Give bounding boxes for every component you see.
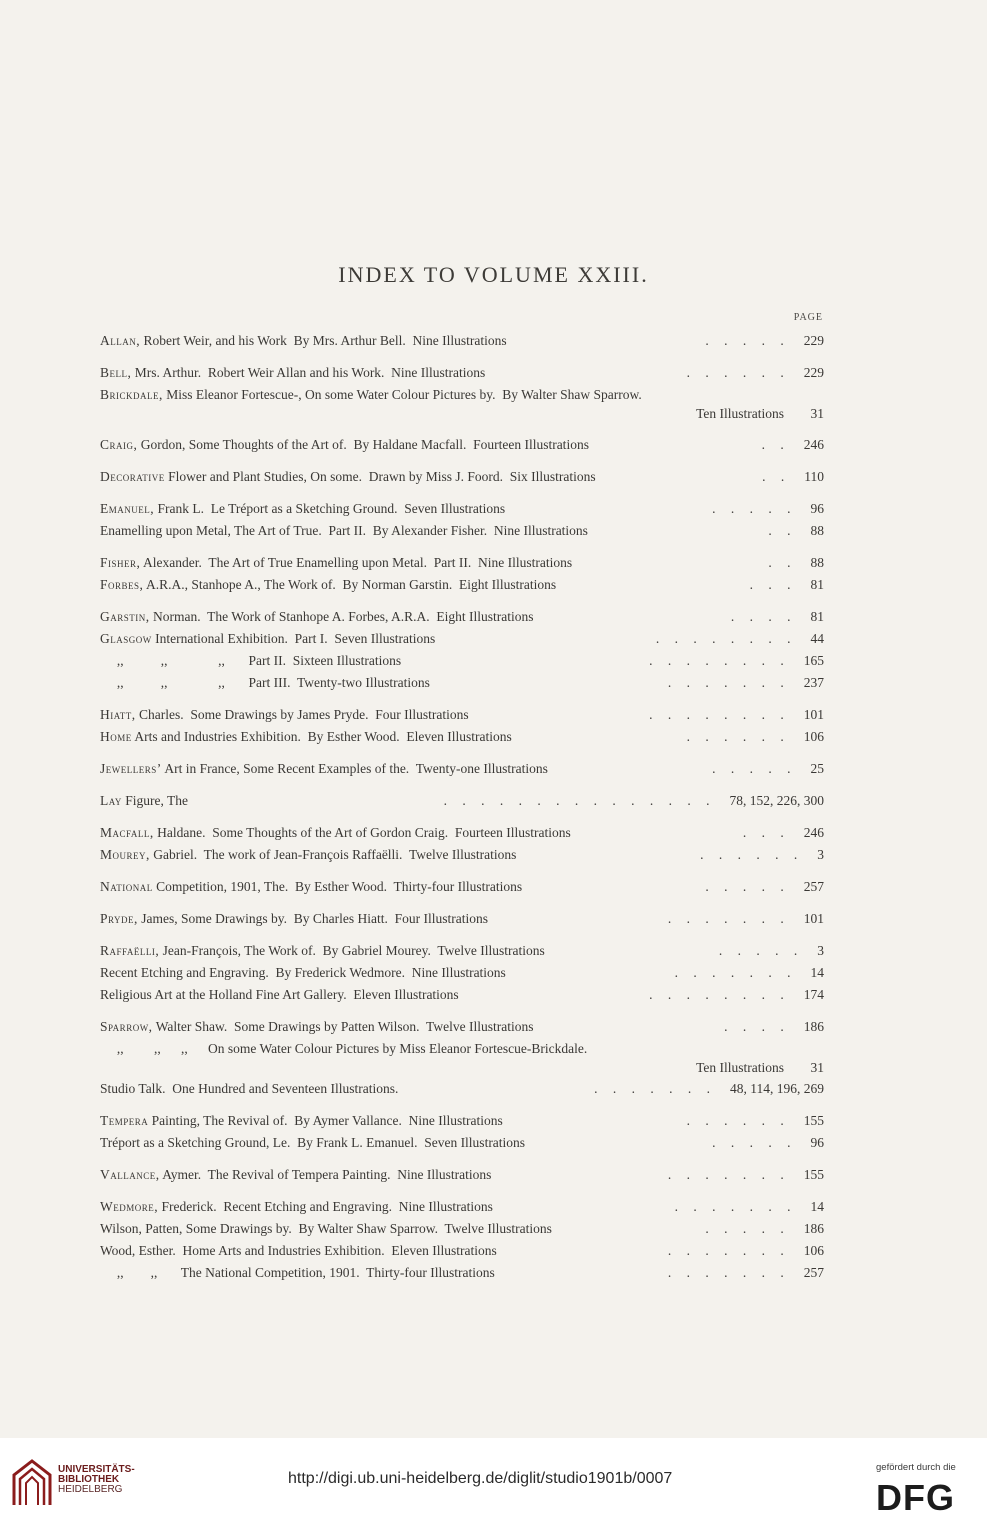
index-entry bbox=[100, 758, 824, 780]
entry-leader-dots: . . . . . . . bbox=[667, 1243, 790, 1258]
entry-description: ,, ,, ,, Part III. Twenty-two Illustrations bbox=[100, 675, 430, 690]
entry-page: 48, 114, 196, 269 bbox=[730, 1081, 824, 1096]
entry-page: 81 bbox=[810, 609, 824, 624]
entry-page: 174 bbox=[803, 987, 824, 1002]
dfg-logo: DFG bbox=[876, 1477, 955, 1518]
entry-heading: Lay bbox=[100, 793, 122, 808]
entry-text bbox=[100, 650, 401, 672]
entry-leader-dots: . . . . . . . bbox=[594, 1081, 716, 1096]
entry-text bbox=[100, 606, 534, 628]
entry-description: Wilson, Patten, Some Drawings by. By Walter Shaw Sparrow. Twelve Illustrations bbox=[100, 1221, 552, 1236]
entry-text bbox=[100, 962, 506, 984]
entry-text bbox=[100, 1164, 491, 1186]
entry-text bbox=[100, 498, 505, 520]
entry-gap bbox=[100, 694, 824, 704]
entry-leader-dots: . . . . . . . . bbox=[649, 653, 790, 668]
library-name-line2: BIBLIOTHEK bbox=[58, 1474, 120, 1485]
entry-continuation-text: Ten Illustrations bbox=[696, 406, 784, 421]
entry-continuation bbox=[100, 1060, 824, 1078]
entry-heading: Hiatt, bbox=[100, 707, 136, 722]
entry-heading: Forbes, bbox=[100, 577, 144, 592]
entry-description: Enamelling upon Metal, The Art of True. Part II. By Alexander Fisher. Nine Illustrations bbox=[100, 523, 588, 538]
entry-gap bbox=[100, 352, 824, 362]
entry-page: 257 bbox=[803, 1265, 824, 1280]
library-name-line1: UNIVERSITÄTS- bbox=[58, 1464, 135, 1475]
entry-heading: Decorative bbox=[100, 469, 165, 484]
entry-text bbox=[100, 822, 571, 844]
entry-description: Studio Talk. One Hundred and Seventeen Illustrations. bbox=[100, 1081, 399, 1096]
entry-gap bbox=[100, 780, 824, 790]
entry-leader-dots: . . . . . . bbox=[700, 847, 804, 862]
entry-page: 78, 152, 226, 300 bbox=[729, 793, 824, 808]
entry-page: 165 bbox=[803, 653, 824, 668]
entry-leader-dots: . . . . bbox=[724, 1019, 790, 1034]
entry-page: 229 bbox=[803, 365, 824, 380]
entry-description: Tréport as a Sketching Ground, Le. By Frank L. Emanuel. Seven Illustrations bbox=[100, 1135, 526, 1150]
entry-leader-dots: . . . . . . bbox=[686, 365, 790, 380]
index-entry bbox=[100, 1038, 824, 1060]
entry-heading: Emanuel, bbox=[100, 501, 155, 516]
entry-heading: Vallance, bbox=[100, 1167, 160, 1182]
entry-description: Haldane. Some Thoughts of the Art of Gordon Craig. Fourteen Illustrations bbox=[153, 825, 571, 840]
entry-gap bbox=[100, 488, 824, 498]
entry-continuation-text: Ten Illustrations bbox=[696, 1060, 784, 1075]
entry-leader-dots: . . . . . bbox=[705, 333, 790, 348]
entry-gap bbox=[100, 1186, 824, 1196]
entry-description: Charles. Some Drawings by James Pryde. Four Illustrations bbox=[135, 707, 469, 722]
entry-gap bbox=[100, 456, 824, 466]
entry-description: ,, ,, The National Competition, 1901. Thirty-four Illustrations bbox=[100, 1265, 495, 1280]
entry-leader-dots: . . . . . . . bbox=[674, 965, 797, 980]
index-entry bbox=[100, 552, 824, 574]
entry-gap bbox=[100, 812, 824, 822]
entry-page: 96 bbox=[810, 501, 824, 516]
entry-text bbox=[100, 1218, 552, 1240]
entry-leader-dots: . . . . . . . . bbox=[649, 987, 790, 1002]
entry-gap bbox=[100, 1006, 824, 1016]
entry-page: 88 bbox=[810, 555, 824, 570]
entry-leader-dots: . . . . . bbox=[705, 1221, 790, 1236]
entry-description: Gordon, Some Thoughts of the Art of. By Haldane Macfall. Fourteen Illustrations bbox=[137, 437, 589, 452]
entry-leader-dots: . . . . . . . . bbox=[649, 707, 790, 722]
entry-leader-dots: . . . . . bbox=[712, 761, 797, 776]
index-entry bbox=[100, 726, 824, 748]
entry-page: 106 bbox=[803, 729, 824, 744]
entry-text bbox=[100, 1196, 493, 1218]
entry-text bbox=[100, 434, 589, 456]
index-entry bbox=[100, 466, 824, 488]
entry-gap bbox=[100, 866, 824, 876]
index-entry bbox=[100, 908, 824, 930]
entry-page: 246 bbox=[803, 437, 824, 452]
entry-description: Jean-François, The Work of. By Gabriel Mourey. Twelve Illustrations bbox=[159, 943, 545, 958]
entry-text bbox=[100, 1016, 533, 1038]
entry-text bbox=[100, 1262, 495, 1284]
entry-heading: National bbox=[100, 879, 153, 894]
entry-leader-dots: . . . . . . . . . . . . . . . bbox=[443, 793, 716, 808]
permalink-url[interactable]: http://digi.ub.uni-heidelberg.de/diglit/studio1901b/0007 bbox=[288, 1470, 673, 1487]
entry-page: 106 bbox=[803, 1243, 824, 1258]
entry-heading: Bell, bbox=[100, 365, 132, 380]
entry-description: Competition, 1901, The. By Esther Wood. Thirty-four Illustrations bbox=[152, 879, 523, 894]
entry-page: 110 bbox=[804, 469, 824, 484]
entry-description: Aymer. The Revival of Tempera Painting. Nine Illustrations bbox=[159, 1167, 492, 1182]
entry-text bbox=[100, 844, 516, 866]
entry-description: ,, ,, ,, On some Water Colour Pictures by Miss Eleanor Fortescue-Brickdale. bbox=[100, 1041, 588, 1056]
library-name bbox=[58, 1465, 135, 1495]
entry-description: Flower and Plant Studies, On some. Drawn by Miss J. Foord. Six Illustrations bbox=[164, 469, 596, 484]
entry-heading: Macfall, bbox=[100, 825, 154, 840]
entry-page: 246 bbox=[803, 825, 824, 840]
entry-description: Religious Art at the Holland Fine Art Gallery. Eleven Illustrations bbox=[100, 987, 459, 1002]
entry-page: 81 bbox=[810, 577, 824, 592]
index-entry bbox=[100, 1078, 824, 1100]
index-entry bbox=[100, 704, 824, 726]
entry-text bbox=[100, 552, 572, 574]
entry-leader-dots: . . . . . bbox=[705, 879, 790, 894]
entry-leader-dots: . . . . . bbox=[718, 943, 804, 958]
entry-text bbox=[100, 726, 512, 748]
entry-page: 3 bbox=[817, 943, 824, 958]
entry-page: 31 bbox=[810, 406, 824, 421]
index-entry bbox=[100, 1262, 824, 1284]
index-entry bbox=[100, 574, 824, 596]
index-entry bbox=[100, 650, 824, 672]
entry-description: Walter Shaw. Some Drawings by Patten Wilson. Twelve Illustrations bbox=[152, 1019, 534, 1034]
entry-page: 186 bbox=[803, 1019, 824, 1034]
entry-text bbox=[100, 1132, 525, 1154]
entry-page: 101 bbox=[803, 707, 824, 722]
entry-heading: Jewellers’ bbox=[100, 761, 162, 776]
entry-page: 186 bbox=[803, 1221, 824, 1236]
entry-page: 229 bbox=[803, 333, 824, 348]
index-entry bbox=[100, 362, 824, 384]
entry-description: Frank L. Le Tréport as a Sketching Ground. Seven Illustrations bbox=[154, 501, 506, 516]
entry-text bbox=[100, 330, 507, 352]
index-entry bbox=[100, 672, 824, 694]
entry-leader-dots: . . bbox=[768, 523, 797, 538]
entry-leader-dots: . . . . . . . bbox=[667, 911, 790, 926]
entry-leader-dots: . . bbox=[761, 437, 790, 452]
entry-description: Gabriel. The work of Jean-François Raffaëlli. Twelve Illustrations bbox=[149, 847, 517, 862]
entry-page: 88 bbox=[810, 523, 824, 538]
entry-heading: Garstin, bbox=[100, 609, 150, 624]
index-entry bbox=[100, 1110, 824, 1132]
entry-text bbox=[100, 790, 188, 812]
entry-leader-dots: . . . . bbox=[730, 609, 797, 624]
entry-description: Art in France, Some Recent Examples of the. Twenty-one Illustrations bbox=[161, 761, 548, 776]
index-entry bbox=[100, 498, 824, 520]
entry-text bbox=[100, 704, 469, 726]
index-entry bbox=[100, 962, 824, 984]
entry-text bbox=[100, 758, 548, 780]
entry-leader-dots: . . . bbox=[742, 825, 790, 840]
entry-leader-dots: . . bbox=[768, 555, 797, 570]
entry-text bbox=[100, 908, 488, 930]
entry-text bbox=[100, 362, 485, 384]
entry-description: Robert Weir, and his Work By Mrs. Arthur Bell. Nine Illustrations bbox=[140, 333, 507, 348]
entry-leader-dots: . . . . . bbox=[712, 1135, 797, 1150]
entry-page: 96 bbox=[810, 1135, 824, 1150]
entry-heading: Sparrow, bbox=[100, 1019, 153, 1034]
entry-description: Miss Eleanor Fortescue-, On some Water Colour Pictures by. By Walter Shaw Sparrow. bbox=[162, 387, 642, 402]
entry-text bbox=[100, 1078, 398, 1100]
entry-text bbox=[100, 520, 588, 542]
index-entry bbox=[100, 844, 824, 866]
entry-heading: Pryde, bbox=[100, 911, 138, 926]
entry-heading: Allan, bbox=[100, 333, 141, 348]
index-entry bbox=[100, 984, 824, 1006]
index-entry bbox=[100, 1164, 824, 1186]
entry-leader-dots: . . . . . . . bbox=[667, 1167, 790, 1182]
entry-heading: Raffaëlli, bbox=[100, 943, 160, 958]
index-entry bbox=[100, 822, 824, 844]
entry-description: Frederick. Recent Etching and Engraving. Nine Illustrations bbox=[158, 1199, 493, 1214]
entry-gap bbox=[100, 542, 824, 552]
entry-description: Mrs. Arthur. Robert Weir Allan and his Work. Nine Illustrations bbox=[131, 365, 486, 380]
entry-page: 155 bbox=[803, 1167, 824, 1182]
index-entry bbox=[100, 434, 824, 456]
entry-text bbox=[100, 384, 642, 406]
entry-description: Arts and Industries Exhibition. By Esther Wood. Eleven Illustrations bbox=[131, 729, 512, 744]
entry-page: 25 bbox=[810, 761, 824, 776]
entry-heading: Wedmore, bbox=[100, 1199, 159, 1214]
entry-description: Norman. The Work of Stanhope A. Forbes, A.R.A. Eight Illustrations bbox=[149, 609, 534, 624]
entry-page: 14 bbox=[810, 965, 824, 980]
index-entry bbox=[100, 606, 824, 628]
entry-gap bbox=[100, 1100, 824, 1110]
entry-heading: Glasgow bbox=[100, 631, 152, 646]
index-entry bbox=[100, 1218, 824, 1240]
entry-page: 237 bbox=[803, 675, 824, 690]
library-logo-icon bbox=[10, 1457, 55, 1509]
entry-description: Figure, The bbox=[121, 793, 189, 808]
entry-leader-dots: . . . bbox=[749, 577, 797, 592]
entry-gap bbox=[100, 898, 824, 908]
entry-leader-dots: . . . . . . . bbox=[674, 1199, 797, 1214]
entry-description: Recent Etching and Engraving. By Frederick Wedmore. Nine Illustrations bbox=[100, 965, 506, 980]
entry-text bbox=[100, 574, 556, 596]
index-entry bbox=[100, 940, 824, 962]
entry-page: 31 bbox=[810, 1060, 824, 1075]
entry-page: 44 bbox=[810, 631, 824, 646]
index-entry bbox=[100, 876, 824, 898]
library-name-line3: HEIDELBERG bbox=[58, 1484, 123, 1495]
index-entry bbox=[100, 1132, 824, 1154]
index-entry bbox=[100, 1240, 824, 1262]
entry-gap bbox=[100, 424, 824, 434]
entry-heading: Craig, bbox=[100, 437, 138, 452]
page-column-label: PAGE bbox=[793, 312, 823, 323]
entry-text bbox=[100, 876, 522, 898]
entry-page: 3 bbox=[817, 847, 824, 862]
entry-leader-dots: . . . . . . bbox=[686, 729, 790, 744]
entry-text bbox=[100, 466, 596, 488]
entry-page: 257 bbox=[803, 879, 824, 894]
entry-description: James, Some Drawings by. By Charles Hiatt. Four Illustrations bbox=[137, 911, 488, 926]
entry-heading: Tempera bbox=[100, 1113, 149, 1128]
entry-gap bbox=[100, 1154, 824, 1164]
entry-leader-dots: . . . . . . . . bbox=[655, 631, 797, 646]
entry-text bbox=[100, 628, 435, 650]
entry-description: ,, ,, ,, Part II. Sixteen Illustrations bbox=[100, 653, 402, 668]
index-entry bbox=[100, 1016, 824, 1038]
entry-description: Wood, Esther. Home Arts and Industries Exhibition. Eleven Illustrations bbox=[100, 1243, 497, 1258]
entry-leader-dots: . . . . . bbox=[712, 501, 797, 516]
index-entry bbox=[100, 790, 824, 812]
entry-leader-dots: . . . . . . bbox=[686, 1113, 790, 1128]
entry-heading: Home bbox=[100, 729, 132, 744]
entry-page: 101 bbox=[803, 911, 824, 926]
entry-page: 155 bbox=[803, 1113, 824, 1128]
entry-description: Alexander. The Art of True Enamelling upon Metal. Part II. Nine Illustrations bbox=[140, 555, 573, 570]
entry-leader-dots: . . bbox=[762, 469, 791, 484]
entry-text bbox=[100, 1038, 587, 1060]
entry-page: 14 bbox=[810, 1199, 824, 1214]
entry-text bbox=[100, 940, 545, 962]
index-entry bbox=[100, 520, 824, 542]
entry-description: A.R.A., Stanhope A., The Work of. By Norman Garstin. Eight Illustrations bbox=[143, 577, 557, 592]
entry-gap bbox=[100, 930, 824, 940]
entry-heading: Mourey, bbox=[100, 847, 150, 862]
entry-gap bbox=[100, 596, 824, 606]
entry-description: International Exhibition. Part I. Seven Illustrations bbox=[151, 631, 436, 646]
page-title: INDEX TO VOLUME XXIII. bbox=[338, 262, 649, 287]
entry-heading: Brickdale, bbox=[100, 387, 163, 402]
entry-description: Painting, The Revival of. By Aymer Vallance. Nine Illustrations bbox=[148, 1113, 503, 1128]
entry-text bbox=[100, 984, 459, 1006]
index-entry bbox=[100, 628, 824, 650]
entry-gap bbox=[100, 748, 824, 758]
entry-leader-dots: . . . . . . . bbox=[667, 675, 790, 690]
entry-continuation bbox=[100, 406, 824, 424]
index-entry bbox=[100, 330, 824, 352]
entry-text bbox=[100, 1110, 503, 1132]
index-entry bbox=[100, 384, 824, 406]
entry-text bbox=[100, 1240, 497, 1262]
index-entry bbox=[100, 1196, 824, 1218]
entry-heading: Fisher, bbox=[100, 555, 141, 570]
funding-label: gefördert durch die bbox=[876, 1462, 956, 1473]
index-entries bbox=[100, 330, 824, 1284]
entry-leader-dots: . . . . . . . bbox=[667, 1265, 790, 1280]
entry-text bbox=[100, 672, 430, 694]
